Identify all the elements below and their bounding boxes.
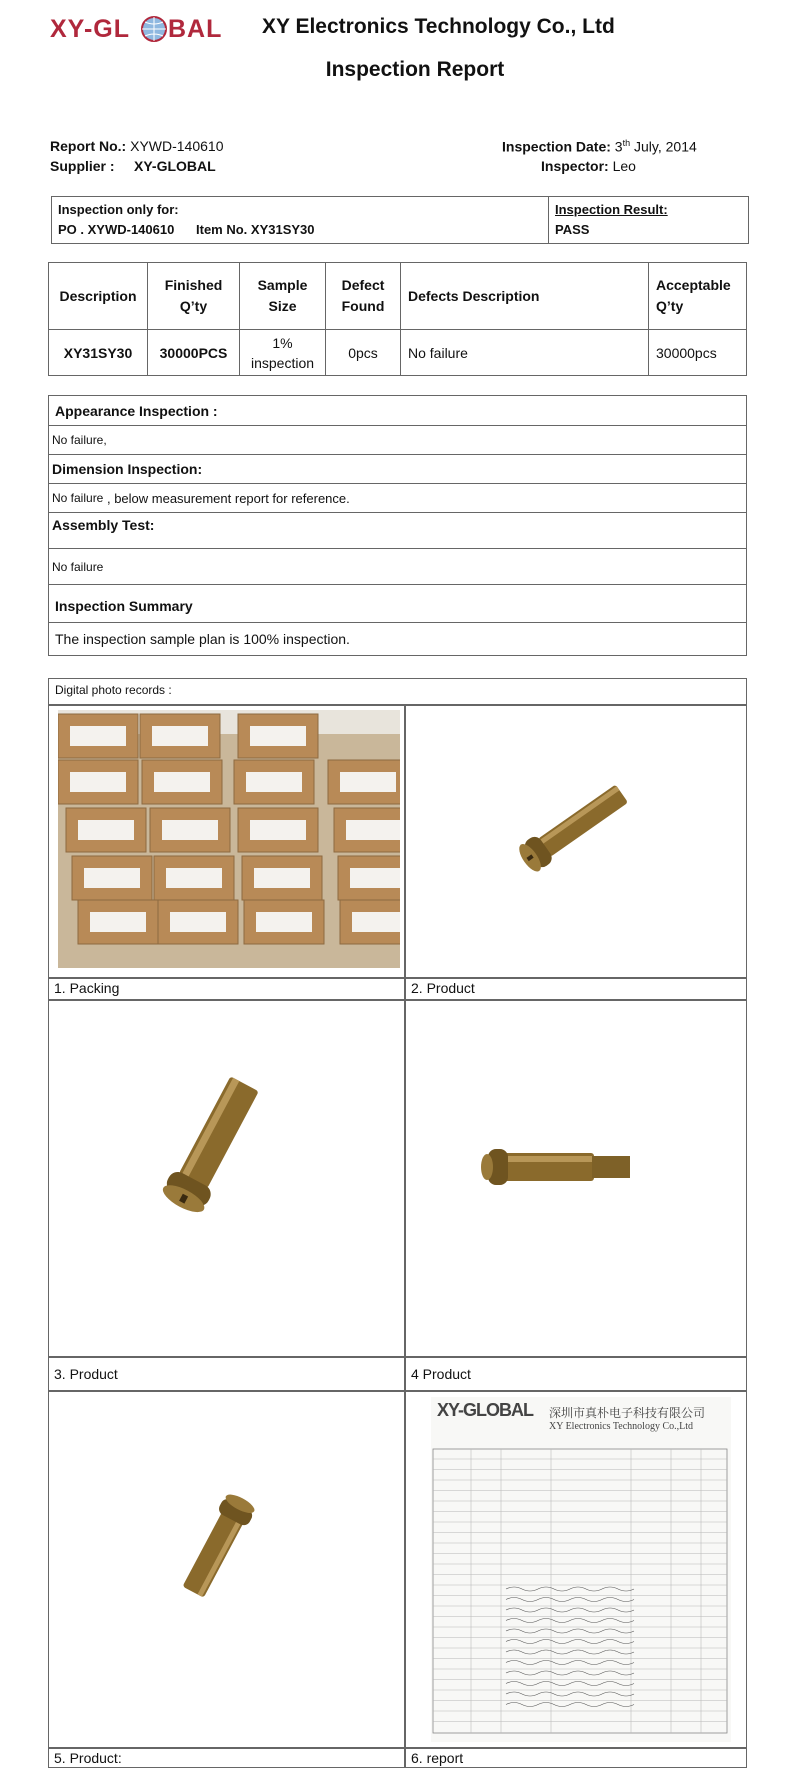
appearance-title: Appearance Inspection : <box>49 396 746 426</box>
dimension-text: No failure , below measurement report for reference. <box>49 484 746 513</box>
cell-finished-qty: 30000PCS <box>148 330 240 376</box>
inspector: Inspector: Leo <box>541 158 636 174</box>
caption-3: 3. Product <box>54 1366 118 1382</box>
report-title: Inspection Report <box>325 58 505 81</box>
product-photo-2 <box>409 706 745 976</box>
item-number: Item No. XY31SY30 <box>196 222 315 237</box>
caption-4: 4 Product <box>411 1366 471 1382</box>
assembly-text: No failure <box>49 549 746 585</box>
report-scan-logo: XY-GLOBAL <box>437 1400 534 1420</box>
assembly-title: Assembly Test: <box>49 513 746 549</box>
inspection-for-label: Inspection only for: <box>58 202 179 217</box>
report-scan-cn-company: 深圳市真朴电子科技有限公司 <box>549 1406 706 1420</box>
header-sample-size: Sample Size <box>240 263 326 330</box>
header-acceptable-qty: Acceptable Q’ty <box>649 263 747 330</box>
photo-records-title: Digital photo records : <box>55 683 172 697</box>
packing-photo <box>58 710 400 968</box>
report-number: Report No.: XYWD-140610 <box>50 138 224 154</box>
supplier: Supplier : XY-GLOBAL <box>50 158 216 174</box>
dimension-title: Dimension Inspection: <box>49 455 746 484</box>
po-number: PO . XYWD-140610 <box>58 222 175 237</box>
cell-defect-found: 0pcs <box>326 330 401 376</box>
header-description: Description <box>49 263 148 330</box>
result-label: Inspection Result: <box>555 202 668 217</box>
inspection-for-table <box>51 196 749 244</box>
inspection-date: Inspection Date: 3th July, 2014 <box>502 138 697 155</box>
caption-2: 2. Product <box>411 980 475 996</box>
result-value: PASS <box>555 222 590 237</box>
photo-records <box>48 678 747 1768</box>
svg-text:BAL: BAL <box>168 15 223 43</box>
inspection-sections <box>48 395 747 656</box>
company-name: XY Electronics Technology Co., Ltd <box>262 15 615 38</box>
appearance-text: No failure, <box>49 426 746 455</box>
product-photo-3 <box>51 1001 403 1355</box>
summary-title: Inspection Summary <box>49 585 746 623</box>
product-photo-4 <box>406 1001 746 1355</box>
cell-description: XY31SY30 <box>49 330 148 376</box>
svg-text:XY-GL: XY-GL <box>50 15 131 43</box>
report-scan-grid <box>431 1439 731 1739</box>
caption-1: 1. Packing <box>54 980 120 996</box>
header-defect-found: Defect Found <box>326 263 401 330</box>
summary-text: The inspection sample plan is 100% inspection. <box>55 631 350 647</box>
caption-6: 6. report <box>411 1750 464 1766</box>
product-photo-5 <box>51 1392 403 1746</box>
cell-defects-description: No failure <box>401 330 649 376</box>
company-logo <box>50 10 250 44</box>
report-scan <box>431 1397 731 1742</box>
cell-sample-size: 1% inspection <box>240 330 326 376</box>
report-scan-en-company: XY Electronics Technology Co.,Ltd <box>549 1421 693 1432</box>
inspection-table <box>48 262 747 376</box>
caption-5: 5. Product: <box>54 1750 122 1766</box>
header-defects-description: Defects Description <box>401 263 649 330</box>
cell-acceptable-qty: 30000pcs <box>649 330 747 376</box>
header-finished-qty: Finished Q’ty <box>148 263 240 330</box>
